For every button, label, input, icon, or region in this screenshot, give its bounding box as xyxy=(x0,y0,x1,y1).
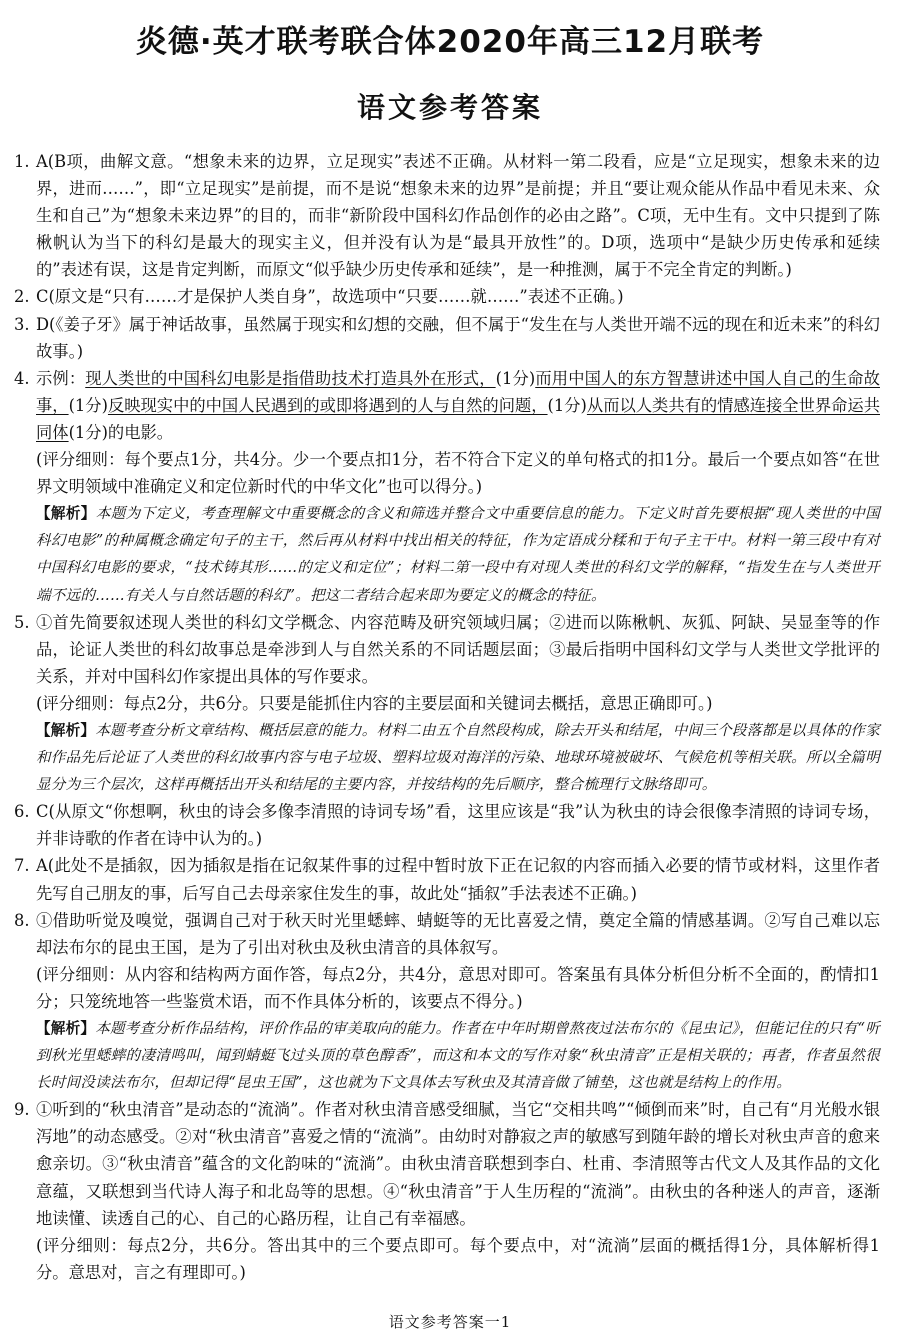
page-footer: 语文参考答案一1 xyxy=(388,1313,512,1331)
answer-number: 4. xyxy=(14,368,30,388)
answer-text: D(《姜子牙》属于神话故事，虽然属于现实和幻想的交融，但不属于“发生在与人类世开端不远的现在和近未来”的科幻故事。) xyxy=(36,314,880,361)
point-score-4: (1分)的电影。 xyxy=(68,422,174,442)
analysis-label: 【解析】 xyxy=(36,1020,96,1037)
analysis-text: 本题考查分析文章结构、概括层意的能力。材料二由五个自然段构成，除去开头和结尾，中间三个段落都是以具体的作家和作品先后论证了人类世的科幻故事内容与电子垃圾、塑料垃圾对海洋的污染、地球环境被破坏、气候危机等相关联。所以全篇明显分为三个层次，这样再概括出开头和结尾的主要内容，并按结构的先后顺序，整合梳理行文脉络即可。 xyxy=(36,721,880,794)
answer-item-5 xyxy=(14,609,880,799)
scoring-rules: (评分细则：每个要点1分，共4分。少一个要点扣1分，若不符合下定义的单句格式的扣1分。最后一个要点如答“在世界文明领域中准确定义和定位新时代的中华文化”也可以得分。) xyxy=(36,450,880,497)
analysis-block xyxy=(36,717,880,798)
underlined-point-4: 从而以人类共有的情感连接全世界命运共同体 xyxy=(36,395,880,442)
answer-number: 5. xyxy=(14,612,30,632)
scoring-rules: (评分细则：每点2分，共6分。答出其中的三个要点即可。每个要点中，对“流淌”层面的概括得1分，具体解析得1分。意思对，言之有理即可。) xyxy=(36,1235,880,1282)
answer-text: ①借助听觉及嗅觉，强调自己对于秋天时光里蟋蟀、蜻蜓等的无比喜爱之情，奠定全篇的情感基调。②写自己难以忘却法布尔的昆虫王国，是为了引出对秋虫及秋虫清音的具体叙写。 xyxy=(36,910,880,957)
answer-item-7 xyxy=(14,852,880,906)
analysis-text: 本题为下定义，考查理解文中重要概念的含义和筛选并整合文中重要信息的能力。下定义时首先要根据“现人类世的中国科幻电影”的种属概念确定句子的主干，然后再从材料中找出相关的特征，作为定语成分糅和于句子主干中。材料一第三段中有对中国科幻电影的要求，“技术铸其形……的定义和定位”；材料二第一段中有对现人类世的科幻文学的解释，“指发生在与人类世开端不远的……有关人与自然话题的科幻”。把这二者结合起来即为要定义的概念的特征。 xyxy=(36,505,880,604)
point-score-2: (1分) xyxy=(68,395,108,415)
answer-item-1 xyxy=(14,148,880,283)
document-subtitle: 语文参考答案 xyxy=(356,91,543,124)
answer-text xyxy=(36,365,880,446)
scoring-rules: (评分细则：从内容和结构两方面作答，每点2分，共4分，意思对即可。答案虽有具体分析但分析不全面的，酌情扣1分；只笼统地答一些鉴赏术语，而不作具体分析的，该要点不得分。) xyxy=(36,964,880,1011)
answer-text: C(从原文“你想啊，秋虫的诗会多像李清照的诗词专场”看，这里应该是“我”认为秋虫的诗会很像李清照的诗词专场，并非诗歌的作者在诗中认为的。) xyxy=(36,802,880,849)
answer-item-3 xyxy=(14,311,880,365)
point-score-1: (1分) xyxy=(495,368,536,388)
underlined-point-3: 反映现实中的中国人民遇到的或即将遇到的人与自然的问题， xyxy=(107,395,548,415)
answer-number: 1. xyxy=(14,152,30,171)
answer-number: 6. xyxy=(14,802,30,822)
analysis-label: 【解析】 xyxy=(36,505,96,523)
answer-number: 2. xyxy=(14,287,30,307)
answer-number: 3. xyxy=(14,314,30,334)
answer-text: C(原文是“只有……才是保护人类自身”，故选项中“只要……就……”表述不正确。) xyxy=(36,287,624,307)
answer-number: 8. xyxy=(14,910,30,930)
analysis-block xyxy=(36,500,880,608)
analysis-label: 【解析】 xyxy=(36,721,96,739)
answer-list xyxy=(14,148,880,1286)
answer-number: 7. xyxy=(14,856,30,876)
answer-prefix: 示例： xyxy=(36,368,86,388)
scoring-rules: (评分细则：每点2分，共6分。只要是能抓住内容的主要层面和关键词去概括，意思正确即可。) xyxy=(36,693,713,713)
answer-item-2 xyxy=(14,283,880,310)
answer-item-9 xyxy=(14,1096,880,1286)
answer-text: A(此处不是插叙，因为插叙是指在记叙某件事的过程中暂时放下正在记叙的内容而插入必要的情节或材料，这里作者先写自己朋友的事，后写自己去母亲家住发生的事，故此处“插叙”手法表述不正确。) xyxy=(36,856,880,903)
answer-text: ①听到的“秋虫清音”是动态的“流淌”。作者对秋虫清音感受细腻，当它“交相共鸣”“倾倒而来”时，自己有“月光般水银泻地”的动态感受。②对“秋虫清音”喜爱之情的“流淌”。由幼时对静寂之声的敏感写到随年龄的增长对秋虫声音的愈来愈亲切。③“秋虫清音”蕴含的文化韵味的“流淌”。由秋虫清音联想到李白、杜甫、李清照等古代文人及其作品的文化意蕴，又联想到当代诗人海子和北岛等的思想。④“秋虫清音”于人生历程的“流淌”。由秋虫的各种迷人的声音，逐渐地读懂、读透自己的心、自己的心路历程，让自己有幸福感。 xyxy=(36,1100,880,1228)
answer-item-4 xyxy=(14,365,880,609)
analysis-text: 本题考查分析作品结构，评价作品的审美取向的能力。作者在中年时期曾熬夜过法布尔的《昆虫记》，但能记住的只有“听到秋光里蟋蟀的凄清鸣叫，闻到蜻蜓飞过头顶的草色醇香”，而这和本文的写作对象“秋虫清音”正是相关联的；再者，作者虽然很长时间没读法布尔，但却记得“昆虫王国”，这也就为下文具体去写秋虫及其清音做了铺垫，这也就是结构上的作用。 xyxy=(36,1020,880,1092)
underlined-point-2: 而用中国人的东方智慧讲述中国人自己的生命故事， xyxy=(36,368,880,415)
exam-title: 炎德·英才联考联合体2020年高三12月联考 xyxy=(135,24,765,60)
point-score-3: (1分) xyxy=(547,395,587,415)
analysis-block xyxy=(36,1015,880,1096)
answer-number: 9. xyxy=(14,1100,30,1120)
answer-text: A(B项，曲解文意。“想象未来的边界，立足现实”表述不正确。从材料一第二段看，应是“立足现实，想象未来的边界，进而……”，即“立足现实”是前提，而不是说“想象未来的边界”是前提；并且“要让观众能从作品中看见未来、众生和自己”为“想象未来边界”的目的，而非“新阶段中国科幻作品创作的必由之路”。C项，无中生有。文中只提到了陈楸帆认为当下的科幻是最大的现实主义，但并没有认为是“最具开放性”的。D项，选项中“是缺少历史传承和延续的”表述有误，这是肯定判断，而原文“似乎缺少历史传承和延续”，是一种推测，属于不完全肯定的判断。) xyxy=(36,152,880,280)
answer-item-6 xyxy=(14,798,880,852)
answer-item-8 xyxy=(14,907,880,1097)
underlined-point-1: 现人类世的中国科幻电影是指借助技术打造具外在形式， xyxy=(85,368,496,388)
answer-text: ①首先简要叙述现人类世的科幻文学概念、内容范畴及研究领域归属；②进而以陈楸帆、灰狐、阿缺、吴显奎等的作品，论证人类世的科幻故事总是牵涉到人与自然关系的不同话题层面；③最后指明中国科幻文学与人类世文学批评的关系，并对中国科幻作家提出具体的写作要求。 xyxy=(36,612,880,686)
